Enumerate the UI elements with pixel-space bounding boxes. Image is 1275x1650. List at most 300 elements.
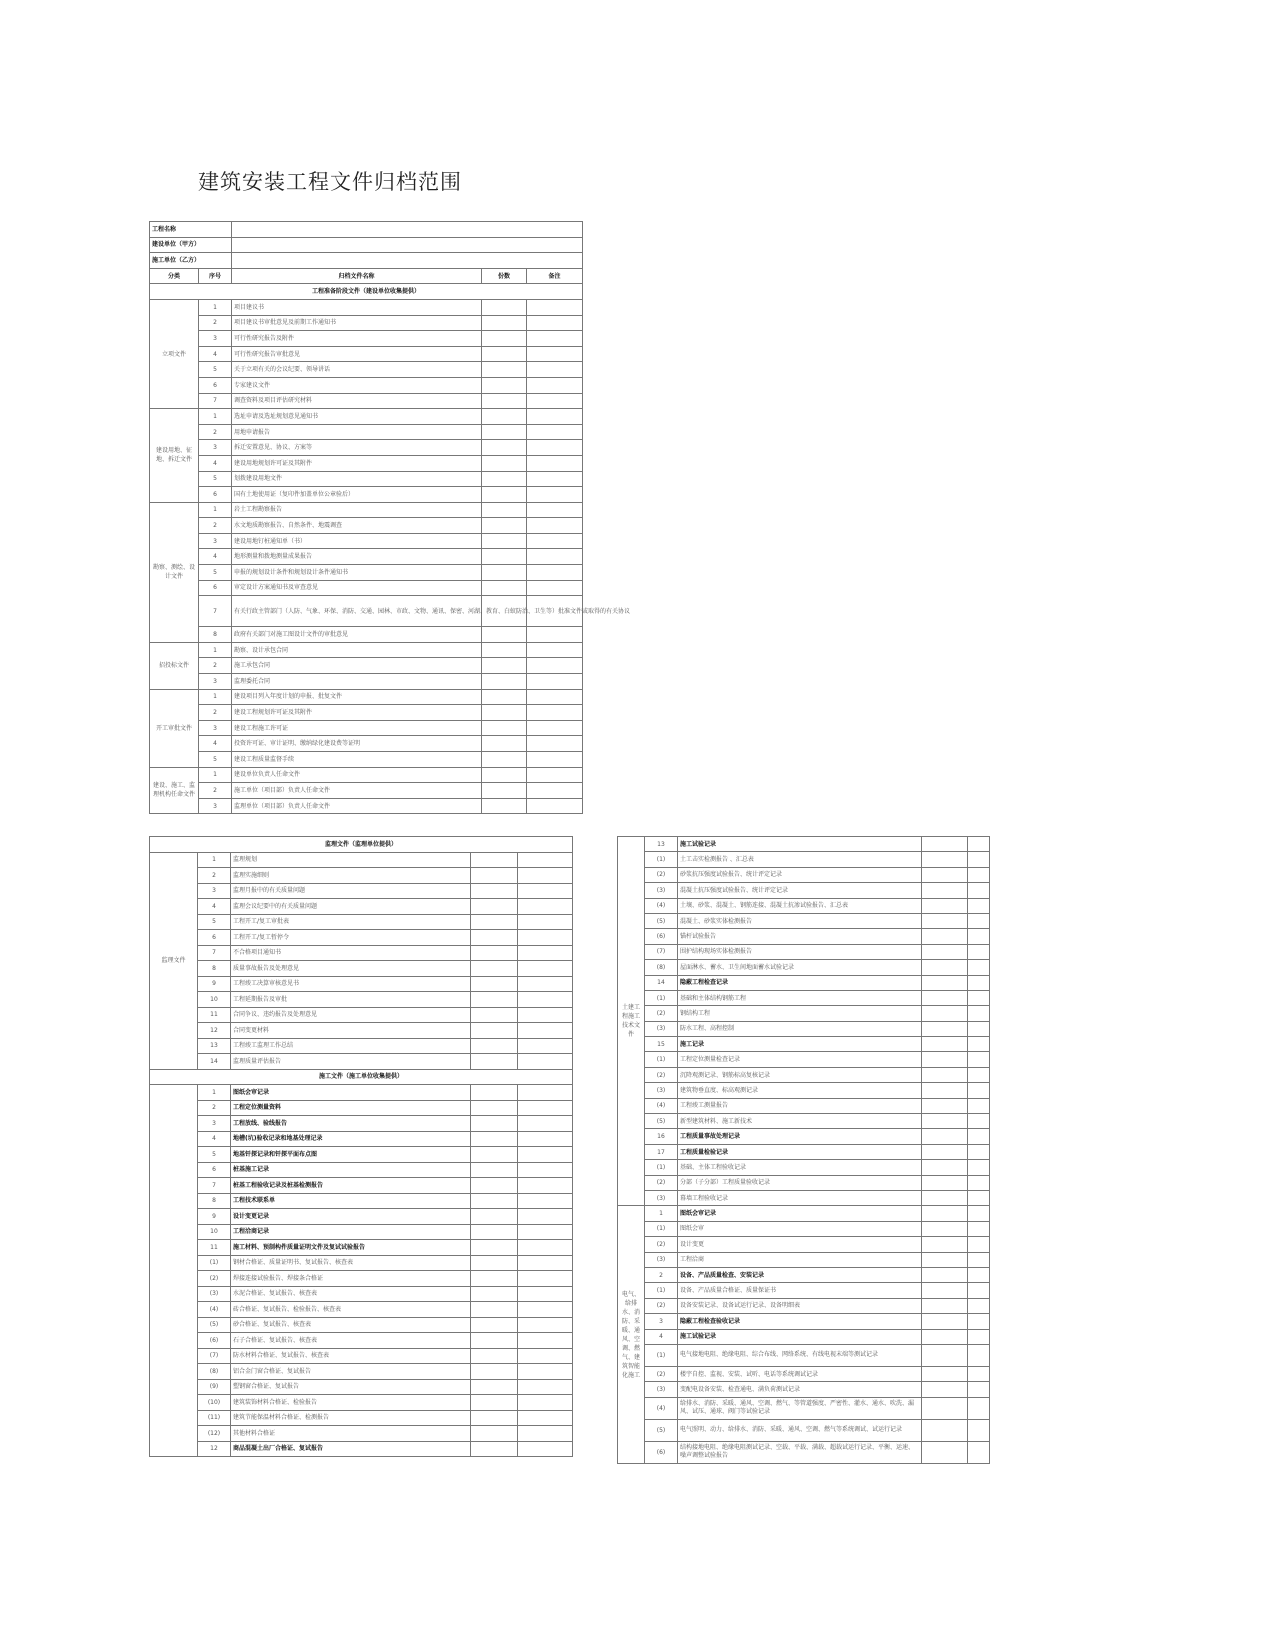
remarks-cell — [518, 1441, 573, 1457]
table-row — [150, 1286, 573, 1302]
copies-cell — [922, 1175, 968, 1190]
table-row — [150, 689, 583, 705]
table-row — [150, 868, 573, 884]
copies-cell — [922, 883, 968, 898]
copies-cell — [471, 883, 518, 899]
remarks-cell — [518, 1209, 573, 1225]
item-name: 焊接连接试验报告、焊接条合格证 — [231, 1271, 471, 1287]
remarks-cell — [968, 1021, 990, 1036]
item-number: (1) — [645, 1160, 678, 1175]
table-row — [150, 1240, 573, 1256]
table-row — [150, 945, 573, 961]
item-number: 14 — [198, 1054, 231, 1070]
item-number: (9) — [198, 1379, 231, 1395]
table-row — [618, 1252, 990, 1267]
item-name: 有关行政主管部门（人防、气象、环保、消防、交通、园林、市政、文物、通讯、保密、河湖、教育、白蚁防治、卫生等）批准文件或取得的有关协议 — [232, 596, 482, 627]
copies-cell — [922, 1267, 968, 1282]
remarks-cell — [968, 913, 990, 928]
item-number: (2) — [645, 867, 678, 882]
table-row — [150, 1178, 573, 1194]
item-name: 设计变更 — [678, 1237, 922, 1252]
item-number: (2) — [645, 1237, 678, 1252]
table-row — [150, 658, 583, 674]
remarks-cell — [527, 502, 583, 518]
copies-cell — [482, 705, 527, 721]
copies-cell — [471, 899, 518, 915]
table-row — [150, 424, 583, 440]
table-row — [618, 883, 990, 898]
item-number: 2 — [199, 783, 232, 799]
remarks-cell — [968, 1114, 990, 1129]
item-number: (2) — [198, 1271, 231, 1287]
copies-cell — [482, 409, 527, 425]
item-number: 6 — [199, 377, 232, 393]
item-name: 建设单位负责人任命文件 — [232, 767, 482, 783]
item-number: 3 — [198, 1116, 231, 1132]
item-name: 工程质量事故处理记录 — [678, 1129, 922, 1144]
archive-table-right — [617, 836, 990, 1464]
copies-cell — [471, 945, 518, 961]
copies-cell — [482, 393, 527, 409]
remarks-cell — [518, 1240, 573, 1256]
item-number: 7 — [199, 393, 232, 409]
item-number: (3) — [645, 1083, 678, 1098]
item-name: 监理实施细则 — [231, 868, 471, 884]
remarks-cell — [518, 1271, 573, 1287]
item-name: 设备安装记录、设备试运行记录、设备明细表 — [678, 1298, 922, 1313]
table-row — [618, 1144, 990, 1159]
remarks-cell — [518, 1302, 573, 1318]
table-row — [618, 1129, 990, 1144]
remarks-cell — [968, 990, 990, 1005]
copies-cell — [482, 440, 527, 456]
copies-cell — [922, 1382, 968, 1397]
remarks-cell — [527, 409, 583, 425]
copies-cell — [471, 1240, 518, 1256]
copies-cell — [482, 674, 527, 690]
item-name: 建设工程施工许可证 — [232, 720, 482, 736]
remarks-cell — [968, 1382, 990, 1397]
remarks-cell — [518, 992, 573, 1008]
item-number: 3 — [645, 1314, 678, 1329]
copies-cell — [471, 1116, 518, 1132]
remarks-cell — [968, 1314, 990, 1329]
remarks-cell — [527, 689, 583, 705]
item-name: 不合格项目通知书 — [231, 945, 471, 961]
copies-cell — [922, 1314, 968, 1329]
copies-cell — [922, 1144, 968, 1159]
table-row — [618, 1175, 990, 1190]
copies-cell — [471, 1085, 518, 1101]
table-row — [618, 1366, 990, 1381]
item-name: 可行性研究报告及附件 — [232, 331, 482, 347]
item-name: 其他材料合格证 — [231, 1426, 471, 1442]
table-row — [618, 1098, 990, 1113]
item-name: 拆迁安置意见、协议、方案等 — [232, 440, 482, 456]
item-number: (3) — [645, 1021, 678, 1036]
remarks-cell — [527, 642, 583, 658]
table-row — [150, 1007, 573, 1023]
remarks-cell — [518, 1100, 573, 1116]
remarks-cell — [968, 1441, 990, 1463]
copies-cell — [922, 1419, 968, 1441]
table-row — [150, 752, 583, 768]
item-number: 10 — [198, 1224, 231, 1240]
remarks-cell — [527, 705, 583, 721]
copies-cell — [922, 1221, 968, 1236]
remarks-cell — [518, 914, 573, 930]
copies-cell — [482, 346, 527, 362]
remarks-cell — [968, 1344, 990, 1366]
copies-cell — [471, 1147, 518, 1163]
remarks-cell — [518, 883, 573, 899]
item-number: 6 — [199, 580, 232, 596]
item-number: 12 — [198, 1441, 231, 1457]
table-row — [618, 1237, 990, 1252]
item-name: 申报的规划设计条件和规划设计条件通知书 — [232, 565, 482, 581]
table-row — [150, 1395, 573, 1411]
copies-cell — [471, 1426, 518, 1442]
field-label: 建设单位（甲方） — [150, 237, 232, 253]
copies-cell — [471, 976, 518, 992]
item-number: (6) — [645, 1441, 678, 1463]
remarks-cell — [518, 1131, 573, 1147]
table-row — [618, 1314, 990, 1329]
copies-cell — [922, 1067, 968, 1082]
item-name: 建设用地规划许可证及其附件 — [232, 455, 482, 471]
copies-cell — [482, 783, 527, 799]
table-row — [150, 1038, 573, 1054]
item-name: 建设用地钉桩通知单（书） — [232, 533, 482, 549]
field-label: 工程名称 — [150, 222, 232, 238]
table-row — [150, 346, 583, 362]
item-name: 划拨建设用地文件 — [232, 471, 482, 487]
item-name: 合同争议、违约报告及处理意见 — [231, 1007, 471, 1023]
item-number: 16 — [645, 1129, 678, 1144]
copies-cell — [482, 752, 527, 768]
item-number: 5 — [199, 471, 232, 487]
copies-cell — [482, 299, 527, 315]
category-cell: 开工审批文件 — [150, 689, 199, 767]
item-name: 项目建议书审批意见及前期工作通知书 — [232, 315, 482, 331]
copies-cell — [471, 1255, 518, 1271]
item-number: 3 — [199, 440, 232, 456]
copies-cell — [922, 1114, 968, 1129]
copies-cell — [482, 642, 527, 658]
item-number: 2 — [198, 868, 231, 884]
archive-table-left-upper — [149, 221, 631, 814]
item-name: 建设工程规划许可证及其附件 — [232, 705, 482, 721]
column-header: 序号 — [199, 268, 232, 284]
table-row — [150, 377, 583, 393]
item-number: (1) — [645, 990, 678, 1005]
copies-cell — [482, 580, 527, 596]
remarks-cell — [968, 1298, 990, 1313]
remarks-cell — [527, 315, 583, 331]
remarks-cell — [968, 867, 990, 882]
table-row — [150, 899, 573, 915]
copies-cell — [471, 1333, 518, 1349]
remarks-cell — [968, 944, 990, 959]
item-name: 分部（子分部）工程质量验收记录 — [678, 1175, 922, 1190]
table-row — [150, 1085, 573, 1101]
remarks-cell — [527, 487, 583, 503]
table-row — [618, 1052, 990, 1067]
copies-cell — [922, 867, 968, 882]
item-name: 图纸会审记录 — [678, 1206, 922, 1221]
table-row — [618, 990, 990, 1005]
item-number: 1 — [198, 852, 231, 868]
copies-cell — [922, 1283, 968, 1298]
table-row — [150, 362, 583, 378]
remarks-cell — [518, 1395, 573, 1411]
table-row — [150, 767, 583, 783]
item-name: 质量事故报告及处理意见 — [231, 961, 471, 977]
table-row — [150, 1426, 573, 1442]
item-name: 桩基施工记录 — [231, 1162, 471, 1178]
item-number: 7 — [198, 945, 231, 961]
copies-cell — [471, 1162, 518, 1178]
item-number: (1) — [645, 852, 678, 867]
copies-cell — [471, 1441, 518, 1457]
item-number: (4) — [645, 1098, 678, 1113]
remarks-cell — [968, 975, 990, 990]
item-number: 7 — [199, 596, 232, 627]
remarks-cell — [518, 1054, 573, 1070]
remarks-cell — [527, 674, 583, 690]
item-number: 3 — [199, 533, 232, 549]
table-row — [150, 852, 573, 868]
item-name: 设备、产品质量合格证、质量保证书 — [678, 1283, 922, 1298]
table-row — [150, 1410, 573, 1426]
remarks-cell — [968, 929, 990, 944]
item-name: 结构接地电阻、绝缘电阻测试记录、空载、平载、满载、超载试运行记录、平衡、运速、噪声调整试验报告 — [678, 1441, 922, 1463]
copies-cell — [922, 898, 968, 913]
copies-cell — [482, 533, 527, 549]
copies-cell — [482, 549, 527, 565]
column-header: 归档文件名称 — [232, 268, 482, 284]
item-number: (4) — [645, 1397, 678, 1419]
item-name: 防水工程、高程控制 — [678, 1021, 922, 1036]
table-row — [150, 487, 583, 503]
copies-cell — [482, 658, 527, 674]
copies-cell — [482, 689, 527, 705]
remarks-cell — [518, 868, 573, 884]
item-name: 政府有关部门对施工图设计文件的审批意见 — [232, 627, 482, 643]
item-name: 基础、主体工程验收记录 — [678, 1160, 922, 1175]
table-row — [618, 1397, 990, 1419]
item-name: 建设工程质量监督手续 — [232, 752, 482, 768]
field-label: 施工单位（乙方） — [150, 253, 232, 269]
copies-cell — [471, 1100, 518, 1116]
item-number: (10) — [198, 1395, 231, 1411]
item-number: 5 — [199, 752, 232, 768]
item-name: 塑钢窗合格证、复试报告 — [231, 1379, 471, 1395]
remarks-cell — [518, 930, 573, 946]
item-number: 2 — [645, 1267, 678, 1282]
item-number: 10 — [198, 992, 231, 1008]
copies-cell — [471, 1364, 518, 1380]
table-row — [150, 674, 583, 690]
table-row — [150, 1193, 573, 1209]
remarks-cell — [968, 1221, 990, 1236]
copies-cell — [482, 377, 527, 393]
copies-cell — [482, 331, 527, 347]
item-name: 石子合格证、复试报告、核查表 — [231, 1333, 471, 1349]
table-row — [150, 1441, 573, 1457]
remarks-cell — [518, 1085, 573, 1101]
table-row — [150, 1255, 573, 1271]
remarks-cell — [527, 752, 583, 768]
item-number: (2) — [645, 1298, 678, 1313]
remarks-cell — [527, 299, 583, 315]
item-number: 2 — [199, 658, 232, 674]
item-name: 国有土地使用证（复印件加盖单位公章验后） — [232, 487, 482, 503]
copies-cell — [922, 1344, 968, 1366]
item-name: 合同变更材料 — [231, 1023, 471, 1039]
table-row — [618, 1441, 990, 1463]
item-number: 1 — [645, 1206, 678, 1221]
remarks-cell — [968, 1160, 990, 1175]
remarks-cell — [518, 1317, 573, 1333]
remarks-cell — [968, 1083, 990, 1098]
item-number: 6 — [199, 487, 232, 503]
table-row — [150, 976, 573, 992]
item-name: 屋面淋水、蓄水、卫生间地面蓄水试验记录 — [678, 960, 922, 975]
item-number: 2 — [199, 315, 232, 331]
item-number: 3 — [198, 883, 231, 899]
table-row — [150, 736, 583, 752]
copies-cell — [471, 1193, 518, 1209]
item-name: 工程洽商 — [678, 1252, 922, 1267]
remarks-cell — [968, 898, 990, 913]
table-row — [618, 1267, 990, 1282]
item-name: 专家建议文件 — [232, 377, 482, 393]
remarks-cell — [968, 1067, 990, 1082]
item-name: 工程定位测量检查记录 — [678, 1052, 922, 1067]
remarks-cell — [968, 1237, 990, 1252]
copies-cell — [471, 1023, 518, 1039]
table-row — [150, 518, 583, 534]
copies-cell — [922, 1397, 968, 1419]
item-number: (3) — [645, 1252, 678, 1267]
item-name: 沉降观测记录、钢筋标高复核记录 — [678, 1067, 922, 1082]
table-row — [618, 913, 990, 928]
item-name: 地基钎探记录和钎探平面布点图 — [231, 1147, 471, 1163]
item-number: 4 — [198, 899, 231, 915]
item-name: 防水材料合格证、复试报告、核查表 — [231, 1348, 471, 1364]
remarks-cell — [527, 767, 583, 783]
copies-cell — [471, 1302, 518, 1318]
remarks-cell — [968, 1144, 990, 1159]
item-number: 3 — [199, 798, 232, 814]
table-row — [150, 1364, 573, 1380]
item-name: 设备、产品质量检查、安装记录 — [678, 1267, 922, 1282]
item-number: (2) — [645, 1366, 678, 1381]
table-row — [150, 1348, 573, 1364]
remarks-cell — [518, 1193, 573, 1209]
item-number: 9 — [198, 976, 231, 992]
item-name: 商品混凝土出厂合格证、复试报告 — [231, 1441, 471, 1457]
copies-cell — [471, 1007, 518, 1023]
item-number: (5) — [645, 913, 678, 928]
item-number: (1) — [645, 1344, 678, 1366]
copies-cell — [922, 929, 968, 944]
table-row — [618, 837, 990, 852]
remarks-cell — [968, 1267, 990, 1282]
item-name: 工程洽商记录 — [231, 1224, 471, 1240]
item-number: 3 — [199, 674, 232, 690]
copies-cell — [922, 1252, 968, 1267]
copies-cell — [922, 1006, 968, 1021]
table-row — [150, 992, 573, 1008]
copies-cell — [922, 1160, 968, 1175]
table-row — [618, 944, 990, 959]
item-number: (1) — [645, 1052, 678, 1067]
remarks-cell — [518, 1410, 573, 1426]
remarks-cell — [968, 960, 990, 975]
table-row — [150, 1100, 573, 1116]
table-row — [150, 596, 583, 627]
copies-cell — [922, 1206, 968, 1221]
remarks-cell — [518, 1147, 573, 1163]
item-number: 2 — [199, 518, 232, 534]
category-cell: 电气、给排水、消防、采暖、通风、空调、燃气、建筑智能化施工 — [618, 1206, 645, 1463]
remarks-cell — [527, 424, 583, 440]
remarks-cell — [527, 471, 583, 487]
item-name: 项目建议书 — [232, 299, 482, 315]
table-row — [150, 502, 583, 518]
remarks-cell — [518, 961, 573, 977]
remarks-cell — [518, 1379, 573, 1395]
copies-cell — [482, 720, 527, 736]
remarks-cell — [518, 1178, 573, 1194]
item-name: 勘察、设计承包合同 — [232, 642, 482, 658]
copies-cell — [471, 914, 518, 930]
table-row — [150, 883, 573, 899]
remarks-cell — [527, 331, 583, 347]
table-row — [150, 705, 583, 721]
copies-cell — [471, 930, 518, 946]
copies-cell — [471, 1348, 518, 1364]
table-row — [150, 455, 583, 471]
item-name: 砂合格证、复试报告、核查表 — [231, 1317, 471, 1333]
item-name: 变配电设备安装、检查通电、满负荷测试记录 — [678, 1382, 922, 1397]
table-row — [150, 1116, 573, 1132]
copies-cell — [922, 1098, 968, 1113]
item-number: 1 — [199, 299, 232, 315]
item-name: 投资许可证、审计证明、缴纳绿化建设费等证明 — [232, 736, 482, 752]
copies-cell — [482, 315, 527, 331]
remarks-cell — [518, 1255, 573, 1271]
table-row — [618, 1067, 990, 1082]
item-number: 5 — [199, 362, 232, 378]
item-name: 施工试验记录 — [678, 1329, 922, 1344]
item-number: (5) — [198, 1317, 231, 1333]
item-number: (5) — [645, 1114, 678, 1129]
copies-cell — [922, 913, 968, 928]
remarks-cell — [527, 783, 583, 799]
item-number: (4) — [645, 898, 678, 913]
table-row — [618, 1190, 990, 1205]
remarks-cell — [527, 346, 583, 362]
remarks-cell — [968, 1366, 990, 1381]
remarks-cell — [527, 580, 583, 596]
column-header-row — [150, 268, 583, 284]
item-number: 5 — [199, 565, 232, 581]
table-row — [618, 1344, 990, 1366]
copies-cell — [471, 1395, 518, 1411]
